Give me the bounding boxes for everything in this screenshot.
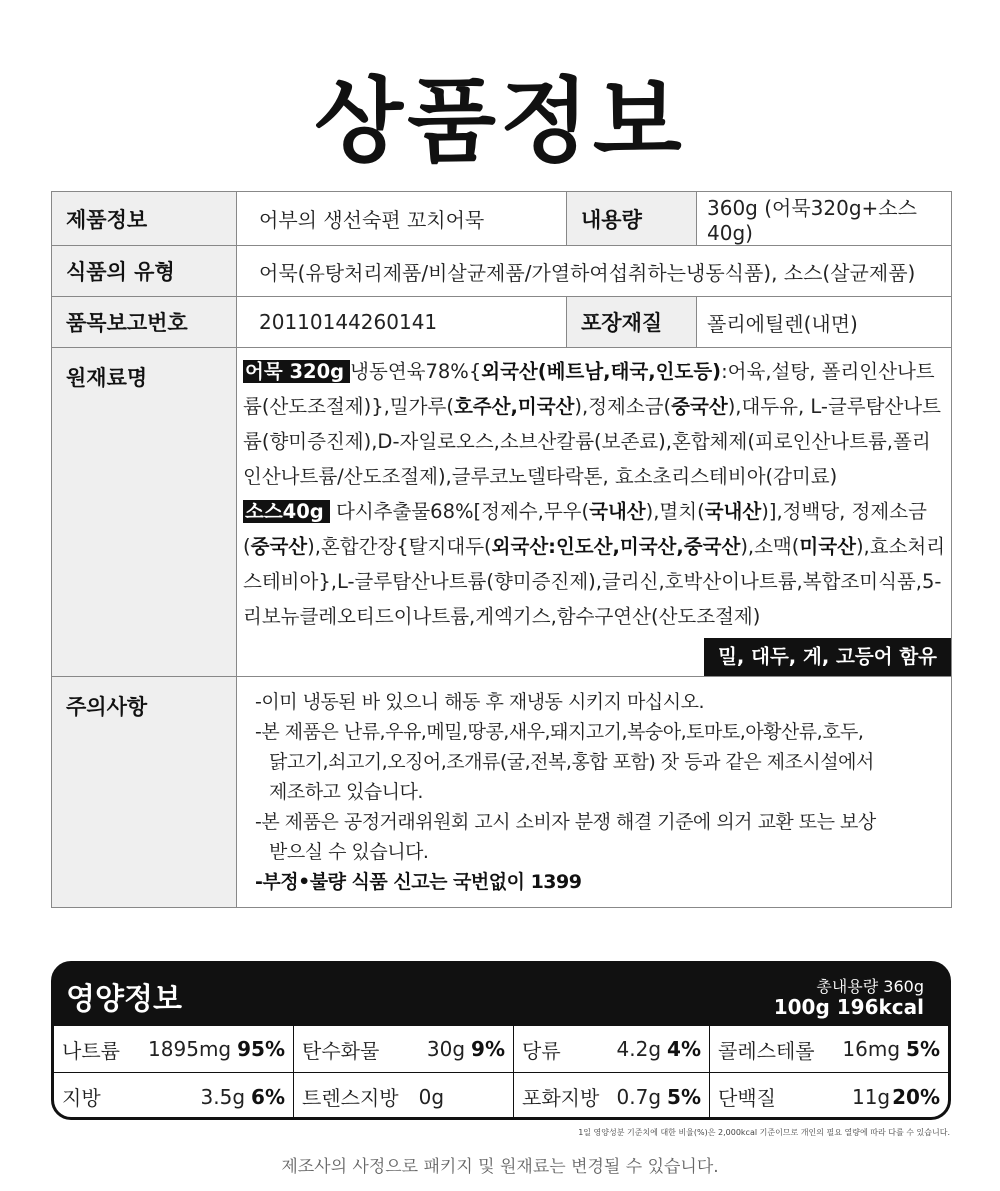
nutrient-trans-fat bbox=[294, 1073, 514, 1120]
nutrient-name: 콜레스테롤 bbox=[718, 1038, 815, 1063]
ingredient-text: 냉동연육78%{ bbox=[350, 360, 482, 383]
ingredients-label: 원재료명 bbox=[52, 348, 237, 677]
nutrient-sodium bbox=[54, 1026, 294, 1073]
food-type-label: 식품의 유형 bbox=[52, 246, 237, 297]
caution-line: -본 제품은 공정거래위원회 고시 소비자 분쟁 해결 기준에 의거 교환 또는 보상 bbox=[255, 811, 876, 833]
ingredient-text: ),혼합간장{탈지대두( bbox=[307, 535, 492, 558]
table-row bbox=[52, 246, 952, 297]
nutrient-protein bbox=[710, 1073, 948, 1120]
nutrient-sugars bbox=[514, 1026, 710, 1073]
nutrient-percent: 4% bbox=[667, 1037, 701, 1061]
nutrient-fat bbox=[54, 1073, 294, 1120]
nutrient-amount: 1895mg bbox=[148, 1037, 232, 1061]
product-info-table bbox=[51, 191, 952, 908]
nutrient-saturated-fat bbox=[514, 1073, 710, 1120]
package-material-label: 포장재질 bbox=[567, 297, 697, 348]
nutrient-cholesterol bbox=[710, 1026, 948, 1073]
calories: 100g 196kcal bbox=[773, 995, 924, 1019]
origin-bold: 외국산(베트남,태국,인도등) bbox=[481, 360, 722, 383]
food-type-value: 어묵(유탕처리제품/비살균제품/가열하여섭취하는냉동식품), 소스(살균제품) bbox=[237, 246, 952, 297]
nutrient-carbohydrate bbox=[294, 1026, 514, 1073]
fishcake-ingredients bbox=[243, 354, 947, 494]
change-disclaimer: 제조사의 사정으로 패키지 및 원재료는 변경될 수 있습니다. bbox=[281, 1157, 719, 1177]
nutrient-amount: 0.7g bbox=[616, 1084, 662, 1109]
caution-line: 제조하고 있습니다. bbox=[269, 781, 423, 803]
page-title: 상품정보 bbox=[314, 68, 686, 175]
nutrient-percent: 20% bbox=[892, 1084, 940, 1109]
nutrient-percent: 6% bbox=[251, 1084, 285, 1109]
nutrient-amount: 30g bbox=[426, 1037, 466, 1061]
ingredient-text: ),멸치( bbox=[645, 500, 705, 523]
ingredient-text: :어육,설탕, 폴리인산나트륨(산도조절제)},밀가루( bbox=[243, 360, 935, 418]
product-name-value: 어부의 생선숙편 꼬치어묵 bbox=[237, 192, 567, 246]
nutrition-title: 영양정보 bbox=[66, 982, 182, 1017]
nutrient-amount: 11g bbox=[851, 1084, 891, 1109]
ingredient-text: ),소맥( bbox=[740, 535, 800, 558]
caution-line: 닭고기,쇠고기,오징어,조개류(굴,전복,홍합 포함) 잣 등과 같은 제조시설에서 bbox=[269, 751, 874, 773]
nutrient-percent: 9% bbox=[471, 1037, 505, 1061]
caution-line: -본 제품은 난류,우유,메밀,땅콩,새우,돼지고기,복숭아,토마토,아황산류,호두, bbox=[255, 721, 864, 743]
nutrient-amount: 0g bbox=[418, 1084, 445, 1109]
nutrient-percent: 5% bbox=[906, 1037, 940, 1061]
nutrient-name: 나트륨 bbox=[62, 1038, 120, 1063]
daily-value-footnote: 1일 영양성분 기준치에 대한 비율(%)은 2,000kcal 기준이므로 개인의 필요 열량에 따라 다를 수 있습니다. bbox=[578, 1128, 950, 1137]
table-row bbox=[52, 297, 952, 348]
ingredient-text: ),대두유, L-글루탐산나트륨(향미증진제),D-자일로오스,소브산칼륨(보존료),혼합체제(피로인산나트륨,폴리인산나트륨/산도조절제),글루코노델타락톤, 효소초리스테비아(감미료) bbox=[243, 395, 941, 488]
origin-bold: 외국산:인도산,미국산,중국산 bbox=[491, 535, 741, 558]
nutrition-grid bbox=[54, 1026, 948, 1120]
sauce-tag: 소스40g bbox=[243, 500, 330, 523]
package-material-value: 폴리에틸렌(내면) bbox=[697, 297, 952, 348]
table-row bbox=[52, 348, 952, 677]
caution-value bbox=[237, 677, 952, 908]
caution-label: 주의사항 bbox=[52, 677, 237, 908]
nutrition-header bbox=[54, 964, 948, 1024]
ingredient-text: )],정백당, 정제소금( bbox=[243, 500, 927, 558]
nutrient-amount: 16mg bbox=[842, 1037, 901, 1061]
volume-label: 내용량 bbox=[567, 192, 697, 246]
nutrient-name: 단백질 bbox=[718, 1086, 776, 1110]
origin-bold: 중국산 bbox=[250, 535, 308, 558]
nutrient-name: 당류 bbox=[522, 1038, 561, 1063]
nutrient-name: 탄수화물 bbox=[302, 1038, 380, 1063]
nutrient-percent: 95% bbox=[237, 1037, 285, 1061]
caution-line: -이미 냉동된 바 있으니 해동 후 재냉동 시키지 마십시오. bbox=[255, 691, 705, 713]
table-row bbox=[52, 192, 952, 246]
product-name-label: 제품정보 bbox=[52, 192, 237, 246]
origin-bold: 국내산 bbox=[704, 500, 762, 523]
ingredients-value bbox=[237, 348, 952, 677]
origin-bold: 국내산 bbox=[589, 500, 646, 523]
volume-value: 360g (어묵320g+소스 40g) bbox=[697, 192, 952, 246]
report-number-value: 20110144260141 bbox=[237, 297, 567, 348]
nutrient-amount: 3.5g bbox=[200, 1084, 246, 1109]
nutrient-amount: 4.2g bbox=[616, 1037, 662, 1061]
nutrition-panel bbox=[51, 961, 951, 1120]
origin-bold: 중국산 bbox=[671, 395, 728, 418]
nutrient-name: 지방 bbox=[62, 1086, 101, 1110]
report-hotline: -부정•불량 식품 신고는 국번없이 1399 bbox=[255, 871, 582, 893]
nutrient-name: 포화지방 bbox=[522, 1086, 600, 1110]
origin-bold: 미국산 bbox=[799, 535, 856, 558]
total-volume: 총내용량 360g bbox=[816, 977, 924, 996]
origin-bold: 호주산,미국산 bbox=[453, 395, 575, 418]
caution-line: 받으실 수 있습니다. bbox=[269, 841, 429, 863]
fishcake-tag: 어묵 320g bbox=[243, 360, 350, 383]
report-number-label: 품목보고번호 bbox=[52, 297, 237, 348]
ingredient-text: ),정제소금( bbox=[574, 395, 672, 418]
ingredient-text: ),효소처리스테비아},L-글루탐산나트륨(향미증진제),글리신,호박산이나트륨,복합조미식품,5-리보뉴클레오티드이나트륨,게엑기스,함수구연산(산도조절제) bbox=[243, 535, 946, 628]
ingredient-text: 다시추출물68%[정제수,무우( bbox=[329, 500, 590, 523]
nutrient-name: 트렌스지방 bbox=[302, 1086, 399, 1110]
nutrient-percent: 5% bbox=[667, 1084, 701, 1109]
table-row bbox=[52, 677, 952, 908]
allergen-badge: 밀, 대두, 게, 고등어 함유 bbox=[704, 638, 951, 676]
